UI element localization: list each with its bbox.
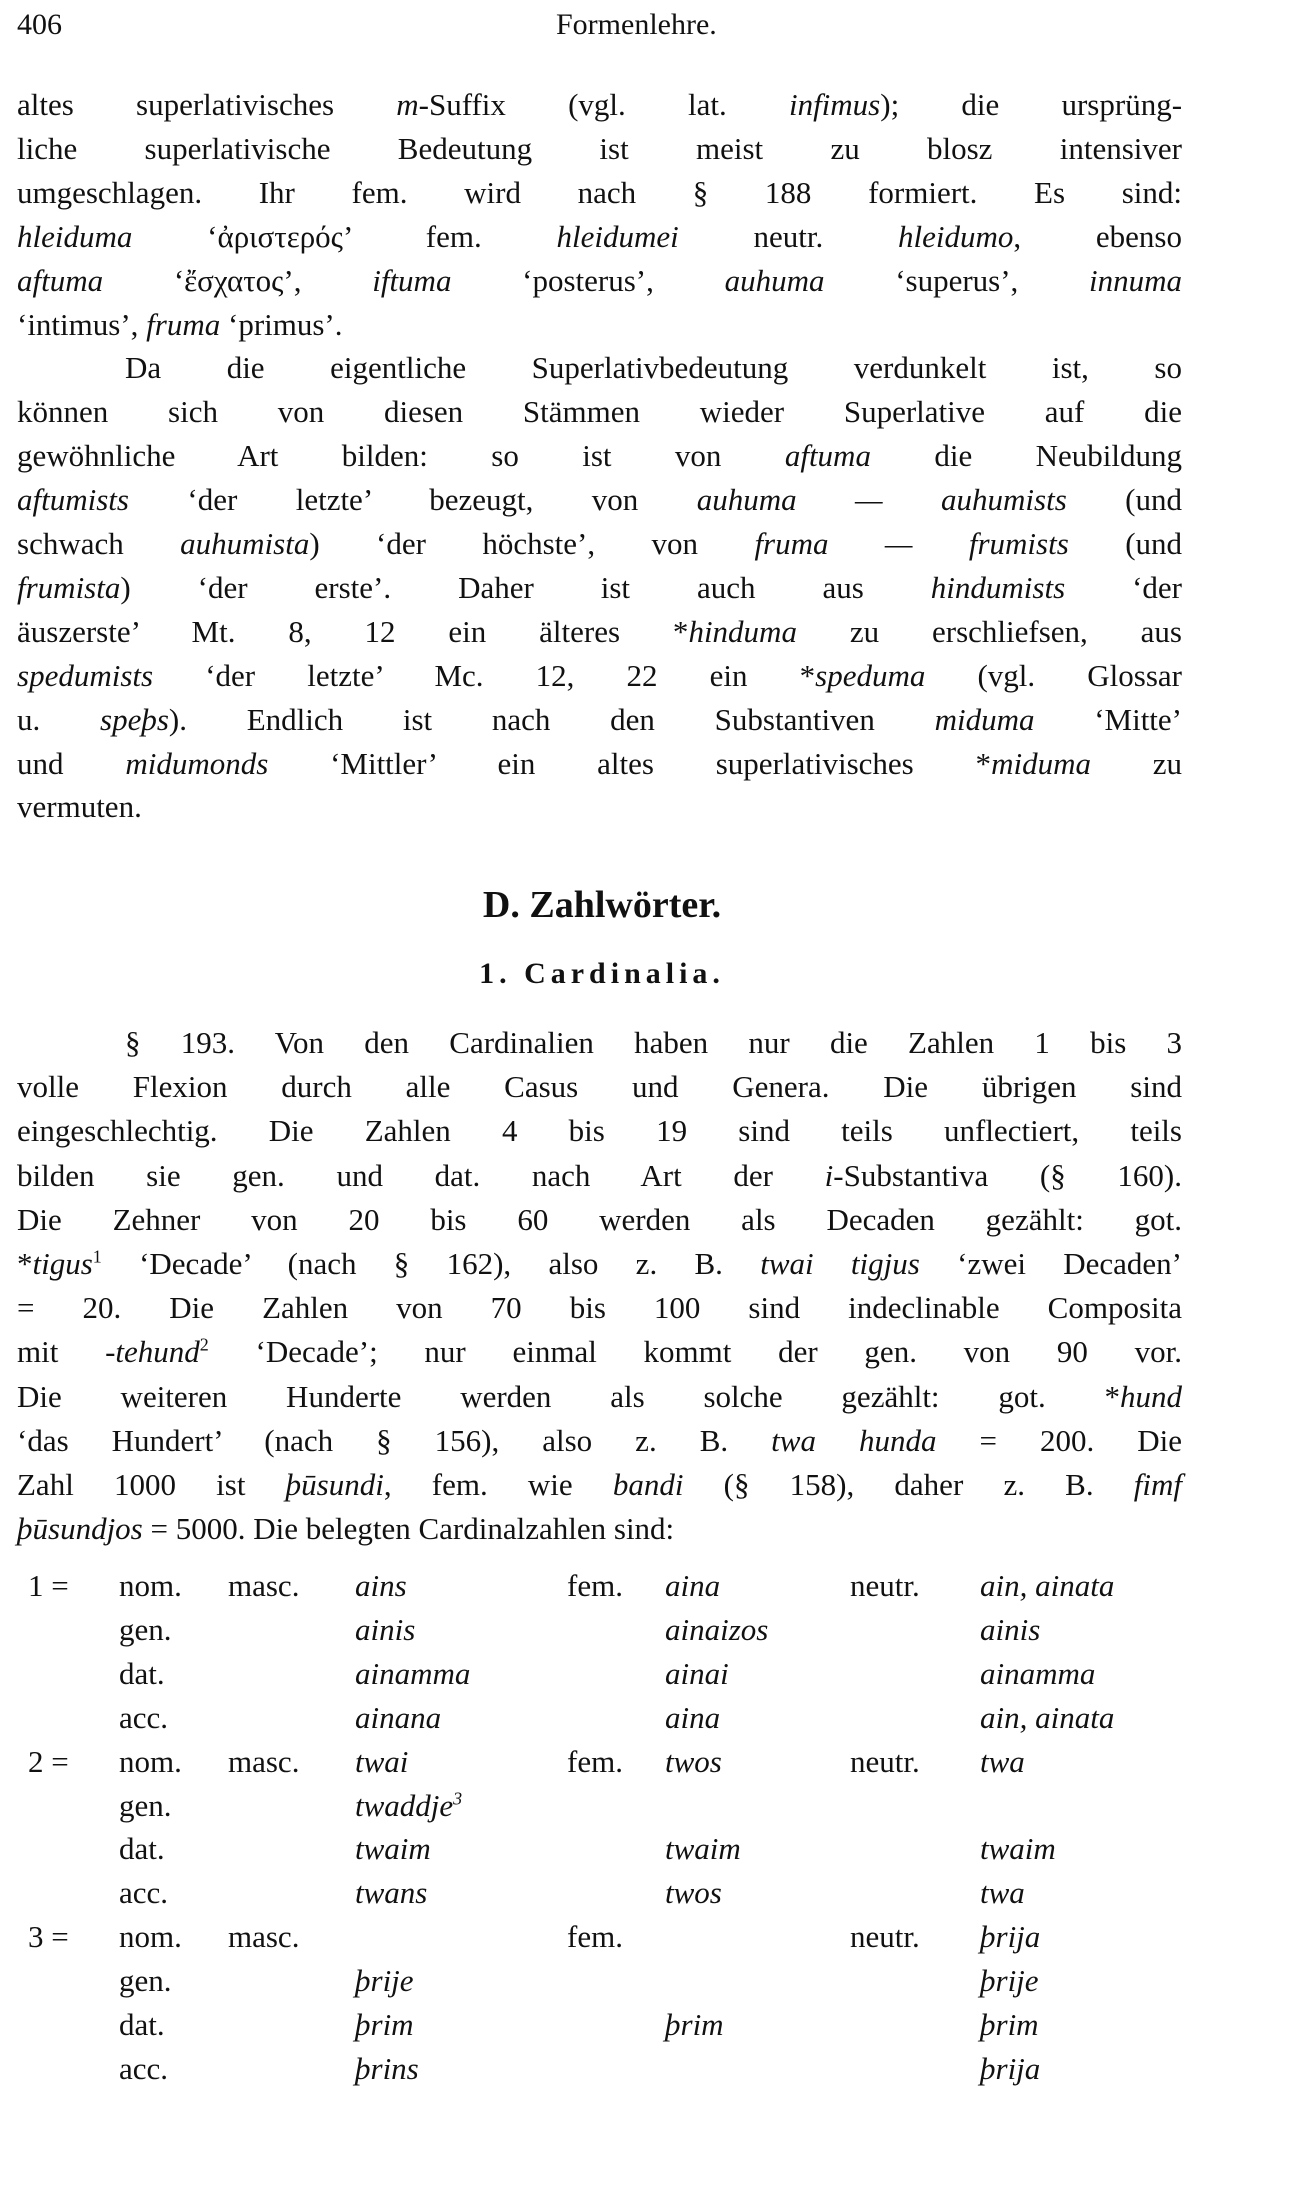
cell-text: twaim [980,1831,1056,1867]
text-segment: können sich von diesen Stämmen wieder Superlative auf die [17,394,1182,430]
italic-term: fimf [1133,1467,1182,1502]
cell-text: nom. [119,1919,182,1955]
table-cell-masc [355,1652,470,1696]
table-cell-masc [355,1740,408,1784]
italic-term: auhuma — auhumists [696,482,1067,518]
text-segment: = 200. Die [936,1422,1183,1458]
text-line [17,1419,1182,1463]
text-segment: umgeschlagen. Ihr fem. wird nach § 188 formiert. Es sind: [17,174,1182,210]
text-segment: ) ‘der erste’. Daher ist auch aus [120,569,931,605]
cell-text: þrije [355,1963,414,1999]
table-cell-neutr [980,1740,1025,1784]
text-segment: ‘ἔσχατος’, [103,262,373,298]
table-cell-masc [355,1871,427,1915]
table-cell-masc [355,2047,419,2091]
cell-text: neutr. [850,1919,920,1955]
table-cell-fem [665,1652,729,1696]
text-segment: zu [1090,745,1183,781]
italic-term: frumista [17,569,121,605]
text-segment: , fem. wie [383,1467,613,1502]
cell-text: dat. [119,1655,165,1691]
cell-text: 3 = [28,1919,69,1955]
italic-term: i [824,1157,834,1193]
table-cell-neutr [980,1915,1040,1959]
text-segment: § 193. Von den Cardinalien haben nur die Zahlen 1 bis 3 [125,1025,1182,1060]
text-line [17,215,1182,259]
text-line [17,478,1182,522]
italic-term: aftuma [784,438,871,474]
cell-text: ainis [355,1611,416,1647]
text-segment: und [17,745,126,781]
text-line [17,566,1182,610]
table-cell-neutr [980,1827,1056,1871]
table-cell-fem [665,2003,724,2047]
cell-text: dat. [119,1831,165,1867]
italic-term: aftumists [17,482,129,518]
table-cell-case [119,1564,182,1608]
table-cell-fem-label [567,1564,623,1608]
text-segment: mit [17,1334,106,1370]
text-segment: ‘der letzte’ Mc. 12, 22 ein * [153,657,816,693]
cell-text: aina [665,1699,721,1735]
text-segment: ‘intimus’, [17,306,147,342]
text-line [17,127,1182,171]
table-cell-neutr-label [850,1740,920,1784]
table-cell-neutr-label [850,1564,920,1608]
italic-term: speduma [815,657,926,693]
table-cell-case [119,1915,182,1959]
table-cell-masc [355,1608,415,1652]
text-segment: (und [1066,482,1183,518]
table-cell-fem [665,1871,722,1915]
table-cell-masc-label [228,1564,299,1608]
text-segment: ‘der letzte’ bezeugt, von [128,482,697,518]
footnote-marker: 3 [453,1788,463,1809]
text-line [17,303,1182,347]
table-cell-case [119,2003,165,2047]
table-cell-fem [665,1740,722,1784]
italic-term: midumonds [125,745,269,781]
table-cell-neutr [980,1608,1040,1652]
text-line [17,742,1182,786]
text-line [17,390,1182,434]
text-segment: ‘Decade’ (nach § 162), also z. B. [101,1246,761,1281]
text-line [17,1507,1182,1551]
text-segment: zu erschliefsen, aus [796,613,1182,649]
cell-text: fem. [567,1743,623,1779]
italic-term: auhuma [724,262,825,298]
text-line [125,1021,1182,1065]
italic-term: fruma — frumists [754,526,1069,561]
italic-term: hleidumo [898,218,1014,254]
cell-text: twaim [665,1831,741,1867]
cell-text: ain, ainata [980,1568,1115,1603]
table-cell-case [119,2047,168,2091]
text-line [17,698,1182,742]
running-title: Formenlehre. [556,8,717,41]
text-segment: , ebenso [1013,218,1182,254]
cell-text: þrim [665,2007,724,2042]
cell-text: nom. [119,1568,182,1603]
page-number: 406 [17,8,62,41]
text-line [17,654,1182,698]
table-cell-masc-label [228,1915,299,1959]
cell-text: masc. [228,1568,300,1603]
text-line [17,1286,1182,1330]
italic-term: tigus [32,1246,93,1281]
table-cell-case [119,1608,172,1652]
text-segment: ‘Mittler’ ein altes superlativisches * [268,745,992,781]
table-cell-case [119,1871,168,1915]
cell-text: twos [665,1875,722,1911]
table-cell-masc [355,1827,431,1871]
cell-text: twans [355,1875,428,1911]
cell-text: ainaizos [665,1611,769,1647]
italic-term: miduma [991,745,1091,781]
text-segment: volle Flexion durch alle Casus und Genera. Die übrigen sind [17,1069,1182,1105]
text-line [17,1198,1182,1242]
table-cell-case [119,1740,182,1784]
text-line [125,346,1182,390]
table-cell-neutr [980,1959,1039,2003]
text-segment: = 5000. Die belegten Cardinalzahlen sind: [142,1511,675,1547]
text-segment: bilden sie gen. und dat. nach Art der [17,1157,825,1193]
cell-text: twos [665,1743,722,1779]
text-line [17,1330,1182,1374]
text-line [17,1109,1182,1153]
cell-text: masc. [228,1743,300,1779]
cell-text: ainamma [355,1655,471,1691]
text-segment: neutr. [678,218,898,254]
table-cell-case [119,1696,168,1740]
text-line [17,522,1182,566]
cell-text: gen. [119,1611,172,1647]
table-cell-masc [355,1696,441,1740]
text-segment: ‘posterus’, [451,262,725,298]
text-segment: (§ 158), daher z. B. [683,1467,1134,1502]
text-segment: Zahl 1000 ist [17,1467,286,1502]
text-segment: Die Zehner von 20 bis 60 werden als Decaden gezählt: got. [17,1201,1182,1237]
table-cell-masc [355,1784,462,1828]
cell-text: ainis [980,1611,1041,1647]
cell-text: acc. [119,1699,169,1735]
cell-text: twaim [355,1831,431,1867]
cell-text: 2 = [28,1743,69,1779]
text-line [17,1375,1182,1419]
cell-text: ainai [665,1655,729,1691]
cell-text: ainana [355,1699,442,1735]
cell-text: þrija [980,1919,1041,1955]
text-segment: u. [17,701,100,737]
text-line [17,610,1182,654]
text-segment: Die weiteren Hunderte werden als solche gezählt: got. * [17,1378,1120,1414]
text-segment: vermuten. [17,789,142,825]
text-segment: = 20. Die Zahlen von 70 bis 100 sind indeclinable Composita [17,1290,1182,1326]
text-segment: ); die ursprüng- [880,87,1183,122]
cell-text: acc. [119,1875,169,1911]
cell-text: twa [980,1743,1025,1779]
text-segment: die Neubildung [870,438,1182,474]
text-line [17,171,1182,215]
table-cell-masc [355,2003,414,2047]
cell-text: ains [355,1568,407,1603]
cell-text: ainamma [980,1655,1096,1691]
table-cell-neutr [980,1696,1114,1740]
cell-text: þrije [980,1963,1039,1999]
table-cell-masc-label [228,1740,299,1784]
cell-text: nom. [119,1743,182,1779]
italic-term: þūsundjos [17,1511,143,1547]
table-cell-neutr-label [850,1915,920,1959]
text-line [17,259,1182,303]
cell-text: twa [980,1875,1025,1911]
italic-term: miduma [934,701,1035,737]
text-segment: schwach [17,526,181,561]
text-segment: ‘Mitte’ [1034,701,1183,737]
text-line [17,785,1182,829]
text-segment: -Substantiva (§ 160). [833,1157,1182,1193]
text-line [17,83,1182,127]
table-cell-neutr [980,1871,1025,1915]
italic-term: twa hunda [771,1422,937,1458]
italic-term: hindumists [930,569,1066,605]
cell-text: gen. [119,1787,172,1823]
text-line [17,1463,1182,1507]
text-segment: ) ‘der höchste’, von [309,526,755,561]
text-line [17,1154,1182,1198]
footnote-marker: 1 [92,1246,102,1267]
text-line [17,434,1182,478]
cell-text: dat. [119,2007,165,2042]
table-cell-num [28,1564,69,1608]
italic-term: fruma [146,306,221,342]
cell-text: neutr. [850,1743,920,1779]
text-segment: (vgl. Glossar [925,657,1182,693]
italic-term: hleidumei [556,218,679,254]
text-segment: -Suffix (vgl. lat. [418,87,789,122]
text-line [17,1065,1182,1109]
text-segment: gewöhnliche Art bilden: so ist von [17,438,785,474]
table-cell-case [119,1652,165,1696]
italic-term: þūsundi [285,1467,384,1502]
table-cell-fem-label [567,1915,623,1959]
text-segment: ‘primus’. [220,306,343,342]
table-cell-fem [665,1564,720,1608]
cell-text: ain, ainata [980,1699,1115,1735]
section-heading: D. Zahlwörter. [482,884,722,926]
cell-text: þrins [355,2050,419,2086]
italic-term: auhumista [180,526,310,561]
table-cell-fem [665,1696,720,1740]
text-segment: altes superlativisches [17,87,397,122]
cell-text: masc. [228,1919,300,1955]
table-cell-neutr [980,2003,1039,2047]
cell-text: acc. [119,2050,169,2086]
text-segment: Da die eigentliche Superlativbedeutung verdunkelt ist, so [125,350,1182,386]
text-segment: liche superlativische Bedeutung ist meist zu blosz intensiver [17,130,1182,166]
cell-text: þrim [980,2007,1039,2042]
table-cell-num [28,1740,69,1784]
text-segment: ‘der [1065,569,1183,605]
text-segment: ‘ἀριστερός’ fem. [132,218,557,254]
italic-term: hund [1120,1378,1182,1414]
footnote-marker: 2 [199,1335,209,1356]
table-cell-fem [665,1827,741,1871]
italic-term: speþs [100,701,169,737]
text-segment: ‘Decade’; nur einmal kommt der gen. von 90 vor. [208,1334,1182,1370]
italic-term: hinduma [688,613,797,649]
subsection-heading: 1. Cardinalia. [479,957,725,990]
italic-term: -tehund [105,1334,200,1370]
text-segment: eingeschlechtig. Die Zahlen 4 bis 19 sind teils unflectiert, teils [17,1113,1182,1149]
italic-term: hleiduma [17,218,133,254]
table-cell-case [119,1959,172,2003]
table-cell-neutr [980,1564,1114,1608]
cell-text: þrim [355,2007,414,2042]
italic-term: innuma [1089,262,1182,298]
cell-text: gen. [119,1963,172,1999]
text-segment: äuszerste’ Mt. 8, 12 ein älteres * [17,613,689,649]
italic-term: bandi [612,1467,684,1502]
text-segment: * [17,1246,33,1281]
cell-text: twai [355,1743,409,1779]
italic-term: iftuma [372,262,452,298]
cell-text: þrija [980,2050,1041,2086]
cell-text: twaddje [355,1787,454,1823]
cell-text: fem. [567,1919,623,1955]
table-cell-num [28,1915,69,1959]
text-segment: ‘superus’, [824,262,1089,298]
italic-term: infimus [788,87,881,122]
table-cell-fem-label [567,1740,623,1784]
italic-term: twai tigjus [760,1246,920,1281]
cell-text: neutr. [850,1568,920,1603]
table-cell-masc [355,1564,407,1608]
text-segment: ‘zwei Decaden’ [919,1246,1183,1281]
table-cell-fem [665,1608,768,1652]
table-cell-case [119,1827,165,1871]
text-line [17,1242,1182,1286]
table-cell-neutr [980,1652,1095,1696]
italic-term: aftuma [17,262,104,298]
table-cell-case [119,1784,172,1828]
italic-term: spedumists [17,657,154,693]
cell-text: 1 = [28,1568,69,1603]
cell-text: fem. [567,1568,623,1603]
text-segment: ‘das Hundert’ (nach § 156), also z. B. [17,1422,772,1458]
table-cell-masc [355,1959,414,2003]
text-segment: (und [1068,526,1183,561]
cell-text: aina [665,1568,721,1603]
text-segment: ). Endlich ist nach den Substantiven [168,701,935,737]
italic-term: m [396,87,419,122]
table-cell-neutr [980,2047,1040,2091]
